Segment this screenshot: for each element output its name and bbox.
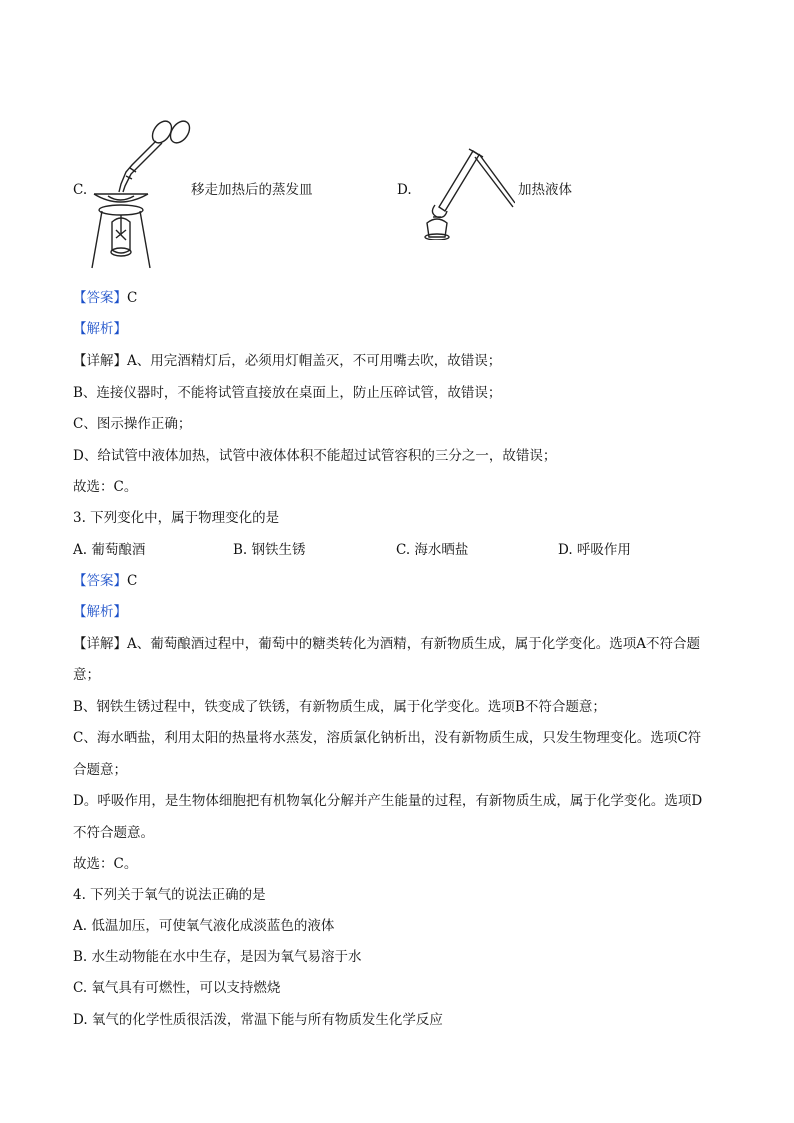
q2-answer-line <box>73 289 137 307</box>
answer-value: C <box>127 290 138 306</box>
q3-detail-line <box>73 635 700 653</box>
q4-stem: 4. 下列关于氧气的说法正确的是 <box>73 887 266 903</box>
q2-line: B、连接仪器时，不能将试管直接放在桌面上，防止压碎试管，故错误； <box>73 385 502 401</box>
answer-value: C <box>127 573 138 589</box>
q3-option-a: A. 葡萄酿酒 <box>73 542 146 558</box>
q3-line: B、钢铁生锈过程中，铁变成了铁锈，有新物质生成，属于化学变化。选项B不符合题意； <box>73 699 606 715</box>
q3-line: D。呼吸作用，是生物体细胞把有机物氧化分解并产生能量的过程，有新物质生成，属于化学变化。选项D <box>73 793 703 809</box>
analysis-tag: 【解析】 <box>73 321 127 337</box>
detail-tag: 【详解】 <box>73 353 127 369</box>
q3-stem: 3. 下列变化中，属于物理变化的是 <box>73 510 280 526</box>
q3-option-c: C. 海水晒盐 <box>396 542 469 558</box>
q4-option-d: D. 氧气的化学性质很活泼，常温下能与所有物质发生化学反应 <box>73 1012 443 1028</box>
analysis-tag: 【解析】 <box>73 604 127 620</box>
option-c-letter: C. <box>73 182 88 198</box>
q2-analysis-line <box>73 320 127 338</box>
q3-option-d: D. 呼吸作用 <box>558 542 631 558</box>
q2-line: 故选：C。 <box>73 479 138 495</box>
answer-tag: 【答案】 <box>73 290 127 306</box>
option-d-letter: D. <box>397 182 412 198</box>
figure-d-caption: 加热液体 <box>518 182 572 198</box>
q4-option-a: A. 低温加压，可使氧气液化成淡蓝色的液体 <box>73 918 335 934</box>
q2-detail-line <box>73 352 501 370</box>
q3-line: C、海水晒盐，利用太阳的热量将水蒸发，溶质氯化钠析出，没有新物质生成，只发生物理变化。选项C符 <box>73 730 702 746</box>
q3-line: 合题意； <box>73 762 127 778</box>
q3-line: 意； <box>73 667 100 683</box>
q3-line: 不符合题意。 <box>73 825 154 841</box>
q3-answer-line <box>73 572 137 590</box>
q4-option-c: C. 氧气具有可燃性，可以支持燃烧 <box>73 980 281 996</box>
q3-option-b: B. 钢铁生锈 <box>233 542 306 558</box>
evaporating-dish-tongs-figure <box>88 110 198 270</box>
detail-text: A、葡萄酿酒过程中，葡萄中的糖类转化为酒精，有新物质生成，属于化学变化。选项A不符合题 <box>127 636 700 652</box>
q2-line: D、给试管中液体加热，试管中液体体积不能超过试管容积的三分之一，故错误； <box>73 448 557 464</box>
q3-analysis-line <box>73 603 127 621</box>
heating-liquid-figure <box>415 145 515 240</box>
detail-text: A、用完酒精灯后，必须用灯帽盖灭，不可用嘴去吹，故错误； <box>127 353 502 369</box>
q2-line: C、图示操作正确； <box>73 416 192 432</box>
q4-option-b: B. 水生动物能在水中生存，是因为氧气易溶于水 <box>73 949 362 965</box>
q3-line: 故选：C。 <box>73 856 138 872</box>
figure-c-caption: 移走加热后的蒸发皿 <box>191 182 313 198</box>
detail-tag: 【详解】 <box>73 636 127 652</box>
answer-tag: 【答案】 <box>73 573 127 589</box>
